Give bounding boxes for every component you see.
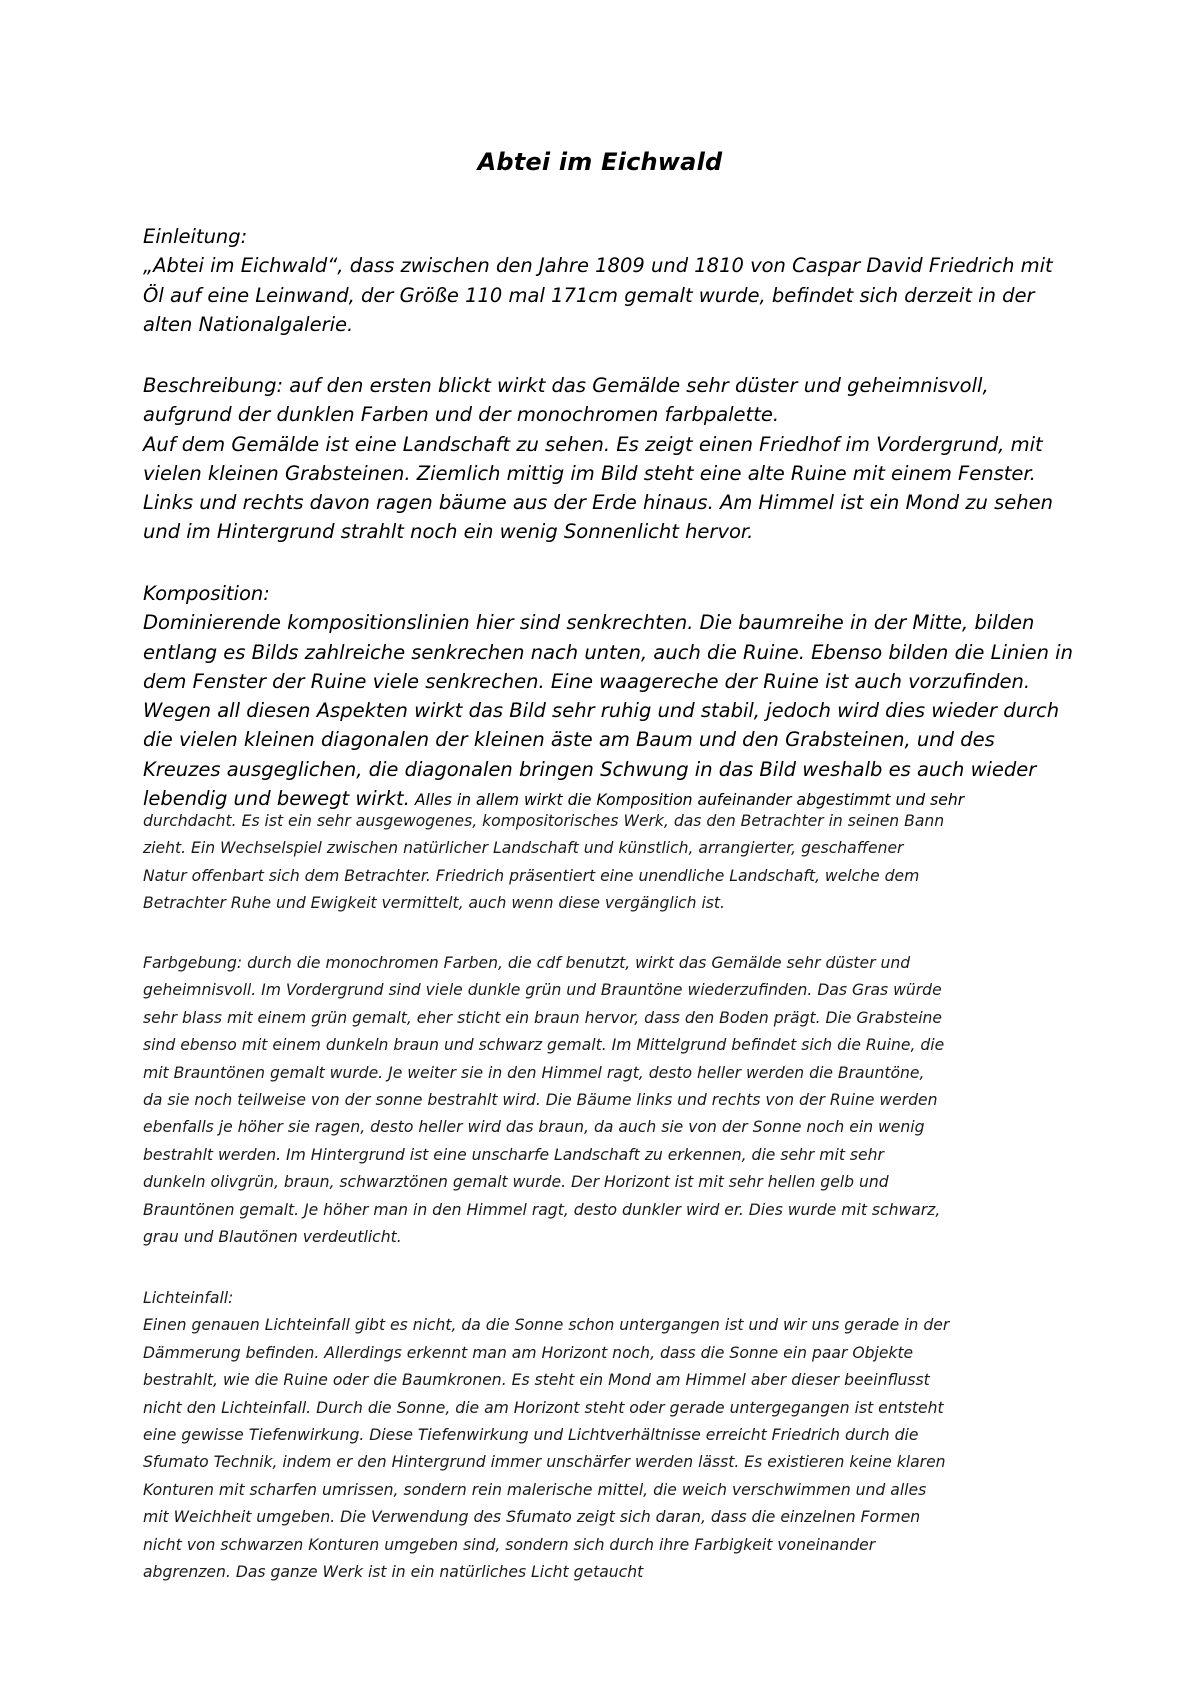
section-heading: Einleitung:	[143, 225, 248, 248]
text-line: Wegen all diesen Aspekten wirkt das Bild sehr ruhig und stabil, jedoch wird dies wieder durch	[143, 699, 1060, 723]
text-line: vielen kleinen Grabsteinen. Ziemlich mittig im Bild steht eine alte Ruine mit einem Fenster.	[143, 461, 1036, 485]
text-line: und im Hintergrund strahlt noch ein wenig Sonnenlicht hervor.	[143, 520, 754, 544]
text-line: Einen genauen Lichteinfall gibt es nicht, da die Sonne schon untergangen ist und wir uns gerade in der	[143, 1316, 950, 1335]
text-line: nicht von schwarzen Konturen umgeben sind, sondern sich durch ihre Farbigkeit voneinander	[143, 1535, 876, 1554]
text-line: bestrahlt werden. Im Hintergrund ist eine unscharfe Landschaft zu erkennen, die sehr mit sehr	[143, 1145, 884, 1164]
section-coloring	[143, 950, 1073, 1251]
text-line: Kreuzes ausgeglichen, die diagonalen bringen Schwung in das Bild weshalb es auch wieder	[143, 757, 1037, 781]
text-fragment-small: Alles in allem wirkt die Komposition aufeinander abgestimmt und sehr	[409, 791, 965, 810]
text-line: mit Weichheit umgeben. Die Verwendung des Sfumato zeigt sich daran, dass die einzelnen Formen	[143, 1508, 921, 1527]
section-heading: Lichteinfall:	[143, 1289, 234, 1307]
section-lighting	[143, 1285, 1073, 1586]
section-composition	[143, 579, 1073, 815]
text-line: ebenfalls je höher sie ragen, desto heller wird das braun, da auch sie von der Sonne noch ein wenig	[143, 1118, 925, 1137]
text-line: Betrachter Ruhe und Ewigkeit vermittelt, auch wenn diese vergänglich ist.	[143, 894, 725, 913]
text-line: zieht. Ein Wechselspiel zwischen natürlicher Landschaft und künstlich, arrangierter, geschaffener	[143, 839, 904, 858]
section-heading: Komposition:	[143, 582, 270, 605]
text-line: eine gewisse Tiefenwirkung. Diese Tiefenwirkung und Lichtverhältnisse erreicht Friedrich durch die	[143, 1426, 919, 1445]
text-line: grau und Blautönen verdeutlicht.	[143, 1228, 402, 1247]
text-line: Natur offenbart sich dem Betrachter. Friedrich präsentiert eine unendliche Landschaft, welche dem	[143, 866, 920, 885]
text-line: die vielen kleinen diagonalen der kleinen äste am Baum und den Grabsteinen, und des	[143, 728, 995, 752]
text-line: abgrenzen. Das ganze Werk ist in ein natürliches Licht getaucht	[143, 1563, 644, 1582]
text-line: bestrahlt, wie die Ruine oder die Baumkronen. Es steht ein Mond am Himmel aber dieser beeinflusst	[143, 1371, 930, 1390]
text-line: sehr blass mit einem grün gemalt, eher sticht ein braun hervor, dass den Boden prägt. Die Grabsteine	[143, 1008, 943, 1027]
text-line: dunkeln olivgrün, braun, schwarztönen gemalt wurde. Der Horizont ist mit sehr hellen gelb und	[143, 1173, 889, 1192]
text-line: Brauntönen gemalt. Je höher man in den Himmel ragt, desto dunkler wird er. Dies wurde mit schwarz,	[143, 1200, 941, 1219]
text-line: Farbgebung: durch die monochromen Farben, die cdf benutzt, wirkt das Gemälde sehr düster und	[143, 954, 911, 972]
text-line: alten Nationalgalerie.	[143, 312, 354, 336]
text-line: Sfumato Technik, indem er den Hintergrund immer unschärfer werden lässt. Es existieren keine klaren	[143, 1453, 946, 1472]
text-line: Konturen mit scharfen umrissen, sondern rein malerische mittel, die weich verschwimmen und alles	[143, 1480, 927, 1499]
text-line: Beschreibung: auf den ersten blickt wirkt das Gemälde sehr düster und geheimnisvoll,	[143, 374, 989, 397]
text-line: dem Fenster der Ruine viele senkrechen. Eine waagereche der Ruine ist auch vorzufinden.	[143, 669, 1031, 693]
text-line: Öl auf eine Leinwand, der Größe 110 mal 171cm gemalt wurde, befindet sich derzeit in der	[143, 283, 1035, 307]
text-line: „Abtei im Eichwald“, dass zwischen den Jahre 1809 und 1810 von Caspar David Friedrich mit	[143, 254, 1053, 278]
section-composition-continued	[143, 808, 1073, 918]
text-line: Auf dem Gemälde ist eine Landschaft zu sehen. Es zeigt einen Friedhof im Vordergrund, mit	[143, 432, 1043, 456]
text-line: da sie noch teilweise von der sonne bestrahlt wird. Die Bäume links und rechts von der Ruine werden	[143, 1091, 938, 1110]
text-line: aufgrund der dunklen Farben und der monochromen farbpalette.	[143, 403, 780, 427]
text-line: nicht den Lichteinfall. Durch die Sonne, die am Horizont steht oder gerade untergegangen ist entsteht	[143, 1398, 944, 1417]
text-line: Dämmerung befinden. Allerdings erkennt man am Horizont noch, dass die Sonne ein paar Objekte	[143, 1343, 914, 1362]
text-line: entlang es Bilds zahlreiche senkrechen nach unten, auch die Ruine. Ebenso bilden die Linien in	[143, 640, 1073, 664]
text-line: mit Brauntönen gemalt wurde. Je weiter sie in den Himmel ragt, desto heller werden die Brauntöne,	[143, 1063, 925, 1082]
text-fragment-large: lebendig und bewegt wirkt.	[143, 787, 410, 811]
text-line: Links und rechts davon ragen bäume aus der Erde hinaus. Am Himmel ist ein Mond zu sehen	[143, 491, 1053, 515]
text-line: sind ebenso mit einem dunkeln braun und schwarz gemalt. Im Mittelgrund befindet sich die Ruine, die	[143, 1036, 945, 1055]
section-introduction	[143, 222, 1073, 339]
section-description	[143, 371, 1073, 547]
text-line: geheimnisvoll. Im Vordergrund sind viele dunkle grün und Brauntöne wiederzufinden. Das Gras würde	[143, 981, 942, 1000]
document-title: Abtei im Eichwald	[477, 148, 723, 176]
text-line: durchdacht. Es ist ein sehr ausgewogenes, kompositorisches Werk, das den Betrachter in seinen Bann	[143, 812, 945, 830]
text-line: Dominierende kompositionslinien hier sind senkrechten. Die baumreihe in der Mitte, bilden	[143, 611, 1035, 635]
